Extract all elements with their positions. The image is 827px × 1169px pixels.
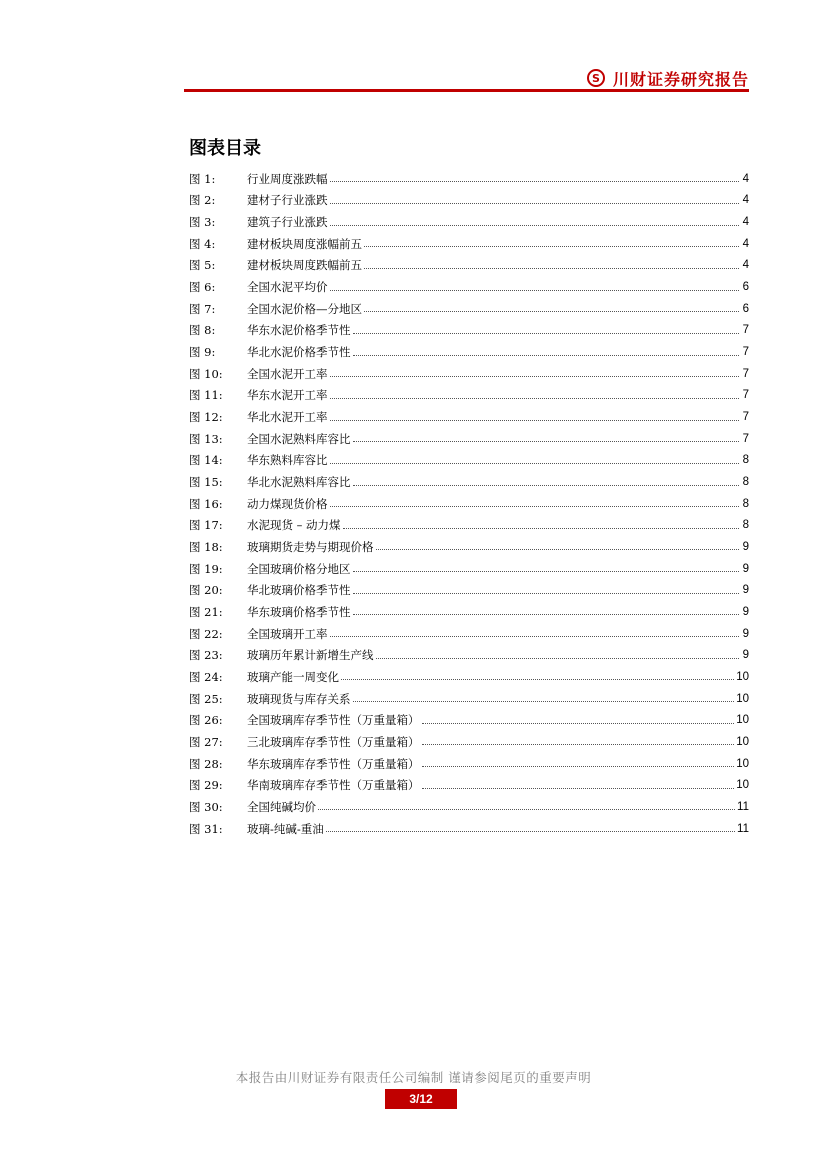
toc-entry-page: 10 (736, 714, 749, 727)
toc-entry-title: 全国水泥平均价 (247, 280, 328, 295)
toc-entry-title: 华南玻璃库存季节性（万重量箱） (247, 778, 420, 793)
toc-entry-title: 华北水泥熟料库容比 (247, 475, 351, 490)
toc-leader-dots (353, 585, 740, 594)
toc-leader-dots (330, 628, 740, 637)
toc-leader-dots (364, 238, 739, 247)
toc-entry-title: 全国玻璃库存季节性（万重量箱） (247, 713, 420, 728)
toc-entry-title: 建材板块周度跌幅前五 (247, 258, 362, 273)
toc-title: 图表目录 (189, 138, 261, 159)
toc-entry-title: 玻璃现货与库存关系 (247, 691, 351, 706)
toc-entry-page: 8 (742, 476, 749, 489)
toc-entry-page: 6 (742, 281, 749, 294)
toc-entry-label: 图 17: (189, 518, 223, 533)
toc-entry[interactable] (189, 190, 749, 212)
toc-entry-label: 图 30: (189, 799, 223, 814)
toc-entry-page: 8 (742, 454, 749, 467)
toc-entry[interactable] (189, 320, 749, 342)
toc-entry-label: 图 7: (189, 301, 216, 316)
toc-entry-title: 全国水泥开工率 (247, 366, 328, 381)
toc-entry[interactable] (189, 298, 749, 320)
toc-list (189, 168, 749, 839)
toc-entry-label: 图 5: (189, 258, 216, 273)
toc-entry-label: 图 22: (189, 626, 223, 641)
toc-leader-dots (353, 606, 740, 615)
toc-entry-label: 图 26: (189, 713, 223, 728)
toc-entry-page: 10 (736, 735, 749, 748)
toc-entry[interactable] (189, 558, 749, 580)
toc-leader-dots (318, 801, 735, 810)
toc-entry[interactable] (189, 731, 749, 753)
toc-entry-label: 图 29: (189, 778, 223, 793)
toc-entry[interactable] (189, 579, 749, 601)
toc-entry-page: 8 (742, 497, 749, 510)
toc-entry-label: 图 20: (189, 583, 223, 598)
toc-entry-label: 图 25: (189, 691, 223, 706)
toc-entry-page: 8 (742, 519, 749, 532)
toc-leader-dots (353, 433, 740, 442)
toc-entry-label: 图 24: (189, 669, 223, 684)
toc-entry[interactable] (189, 363, 749, 385)
toc-entry[interactable] (189, 493, 749, 515)
circled-s-logo-icon: S (587, 69, 605, 87)
toc-entry[interactable] (189, 211, 749, 233)
toc-entry-title: 全国纯碱均价 (247, 799, 316, 814)
toc-entry-page: 11 (737, 800, 749, 813)
toc-entry-page: 7 (742, 324, 749, 337)
toc-entry[interactable] (189, 428, 749, 450)
toc-entry-title: 华北水泥开工率 (247, 410, 328, 425)
toc-leader-dots (330, 195, 740, 204)
toc-leader-dots (422, 736, 735, 745)
toc-leader-dots (364, 260, 739, 269)
toc-entry-title: 玻璃-纯碱-重油 (247, 821, 324, 836)
toc-entry-page: 10 (736, 779, 749, 792)
toc-entry[interactable] (189, 536, 749, 558)
toc-entry-page: 9 (742, 562, 749, 575)
toc-entry-label: 图 19: (189, 561, 223, 576)
toc-leader-dots (330, 390, 740, 399)
toc-entry-title: 建材板块周度涨幅前五 (247, 236, 362, 251)
toc-entry-label: 图 13: (189, 431, 223, 446)
toc-leader-dots (330, 217, 740, 226)
toc-entry-page: 9 (742, 584, 749, 597)
toc-entry-label: 图 31: (189, 821, 223, 836)
toc-leader-dots (341, 671, 734, 680)
toc-entry-page: 10 (736, 692, 749, 705)
toc-entry-title: 华东玻璃价格季节性 (247, 604, 351, 619)
toc-entry-page: 9 (742, 649, 749, 662)
header-rule (184, 89, 749, 92)
toc-entry-title: 华东水泥价格季节性 (247, 323, 351, 338)
toc-entry[interactable] (189, 644, 749, 666)
toc-entry[interactable] (189, 666, 749, 688)
toc-entry-label: 图 2: (189, 193, 216, 208)
toc-entry-page: 6 (742, 302, 749, 315)
toc-entry[interactable] (189, 385, 749, 407)
toc-entry[interactable] (189, 601, 749, 623)
toc-entry-title: 玻璃产能一周变化 (247, 669, 339, 684)
toc-leader-dots (353, 693, 735, 702)
toc-entry[interactable] (189, 774, 749, 796)
toc-entry-title: 动力煤现货价格 (247, 496, 328, 511)
toc-leader-dots (422, 780, 735, 789)
page-header (0, 0, 827, 100)
toc-entry[interactable] (189, 406, 749, 428)
toc-leader-dots (364, 303, 739, 312)
toc-entry[interactable] (189, 623, 749, 645)
toc-entry-title: 华东玻璃库存季节性（万重量箱） (247, 756, 420, 771)
toc-leader-dots (353, 563, 740, 572)
toc-leader-dots (343, 520, 739, 529)
toc-entry-page: 9 (742, 540, 749, 553)
toc-leader-dots (353, 325, 740, 334)
toc-entry[interactable] (189, 450, 749, 472)
toc-entry-page: 4 (742, 216, 749, 229)
toc-leader-dots (376, 650, 740, 659)
toc-entry-page: 7 (742, 411, 749, 424)
toc-entry[interactable] (189, 341, 749, 363)
toc-entry-label: 图 21: (189, 604, 223, 619)
toc-entry-title: 全国玻璃开工率 (247, 626, 328, 641)
toc-entry-label: 图 1: (189, 171, 216, 186)
toc-entry-label: 图 23: (189, 648, 223, 663)
toc-entry-label: 图 10: (189, 366, 223, 381)
toc-entry-title: 全国玻璃价格分地区 (247, 561, 351, 576)
toc-entry[interactable] (189, 688, 749, 710)
toc-entry-title: 行业周度涨跌幅 (247, 171, 328, 186)
toc-leader-dots (330, 173, 740, 182)
toc-entry-page: 10 (736, 757, 749, 770)
toc-entry-title: 华东水泥开工率 (247, 388, 328, 403)
toc-entry-label: 图 15: (189, 475, 223, 490)
toc-entry-label: 图 9: (189, 345, 216, 360)
toc-entry-label: 图 16: (189, 496, 223, 511)
toc-entry-label: 图 28: (189, 756, 223, 771)
toc-entry-label: 图 12: (189, 410, 223, 425)
toc-entry-title: 水泥现货 – 动力煤 (247, 518, 341, 533)
toc-entry-page: 10 (736, 670, 749, 683)
toc-entry-page: 9 (742, 605, 749, 618)
toc-leader-dots (353, 347, 740, 356)
toc-entry-label: 图 3: (189, 215, 216, 230)
toc-entry[interactable] (189, 818, 749, 840)
toc-entry-label: 图 11: (189, 388, 223, 403)
toc-entry-page: 4 (742, 259, 749, 272)
toc-entry-title: 全国水泥熟料库容比 (247, 431, 351, 446)
toc-entry[interactable] (189, 753, 749, 775)
toc-entry-page: 9 (742, 627, 749, 640)
toc-leader-dots (326, 823, 735, 832)
toc-entry-title: 华东熟料库容比 (247, 453, 328, 468)
toc-entry-title: 华北水泥价格季节性 (247, 345, 351, 360)
brand-name: 川财证券研究报告 (612, 69, 749, 89)
toc-entry[interactable] (189, 471, 749, 493)
toc-entry[interactable] (189, 515, 749, 537)
toc-entry-page: 4 (742, 172, 749, 185)
toc-entry[interactable] (189, 276, 749, 298)
toc-entry-title: 建材子行业涨跌 (247, 193, 328, 208)
toc-entry-label: 图 6: (189, 280, 216, 295)
toc-entry-label: 图 27: (189, 734, 223, 749)
toc-leader-dots (330, 368, 740, 377)
toc-leader-dots (422, 715, 735, 724)
toc-entry-page: 7 (742, 367, 749, 380)
toc-leader-dots (376, 541, 740, 550)
toc-entry-title: 全国水泥价格—分地区 (247, 301, 362, 316)
toc-leader-dots (330, 455, 740, 464)
toc-entry-title: 建筑子行业涨跌 (247, 215, 328, 230)
toc-entry-page: 7 (742, 432, 749, 445)
toc-entry-page: 7 (742, 389, 749, 402)
toc-leader-dots (330, 412, 740, 421)
brand (587, 66, 749, 90)
toc-entry-page: 4 (742, 237, 749, 250)
footer-note: 本报告由川财证券有限责任公司编制 谨请参阅尾页的重要声明 (235, 1070, 592, 1085)
toc-entry-label: 图 4: (189, 236, 216, 251)
toc-entry[interactable] (189, 233, 749, 255)
toc-entry[interactable] (189, 796, 749, 818)
toc-entry-page: 11 (737, 822, 749, 835)
toc-entry-label: 图 8: (189, 323, 216, 338)
toc-entry-label: 图 18: (189, 539, 223, 554)
toc-entry-title: 玻璃期货走势与期现价格 (247, 539, 374, 554)
toc-leader-dots (353, 477, 740, 486)
toc-entry-page: 7 (742, 346, 749, 359)
toc-entry-page: 4 (742, 194, 749, 207)
toc-leader-dots (330, 498, 740, 507)
toc-entry-title: 玻璃历年累计新增生产线 (247, 648, 374, 663)
toc-entry[interactable] (189, 255, 749, 277)
toc-entry-title: 华北玻璃价格季节性 (247, 583, 351, 598)
toc-entry-label: 图 14: (189, 453, 223, 468)
page-number-badge: 3/12 (385, 1089, 457, 1109)
toc-entry[interactable] (189, 168, 749, 190)
toc-entry-title: 三北玻璃库存季节性（万重量箱） (247, 734, 420, 749)
toc-entry[interactable] (189, 709, 749, 731)
toc-leader-dots (422, 758, 735, 767)
toc-leader-dots (330, 282, 740, 291)
